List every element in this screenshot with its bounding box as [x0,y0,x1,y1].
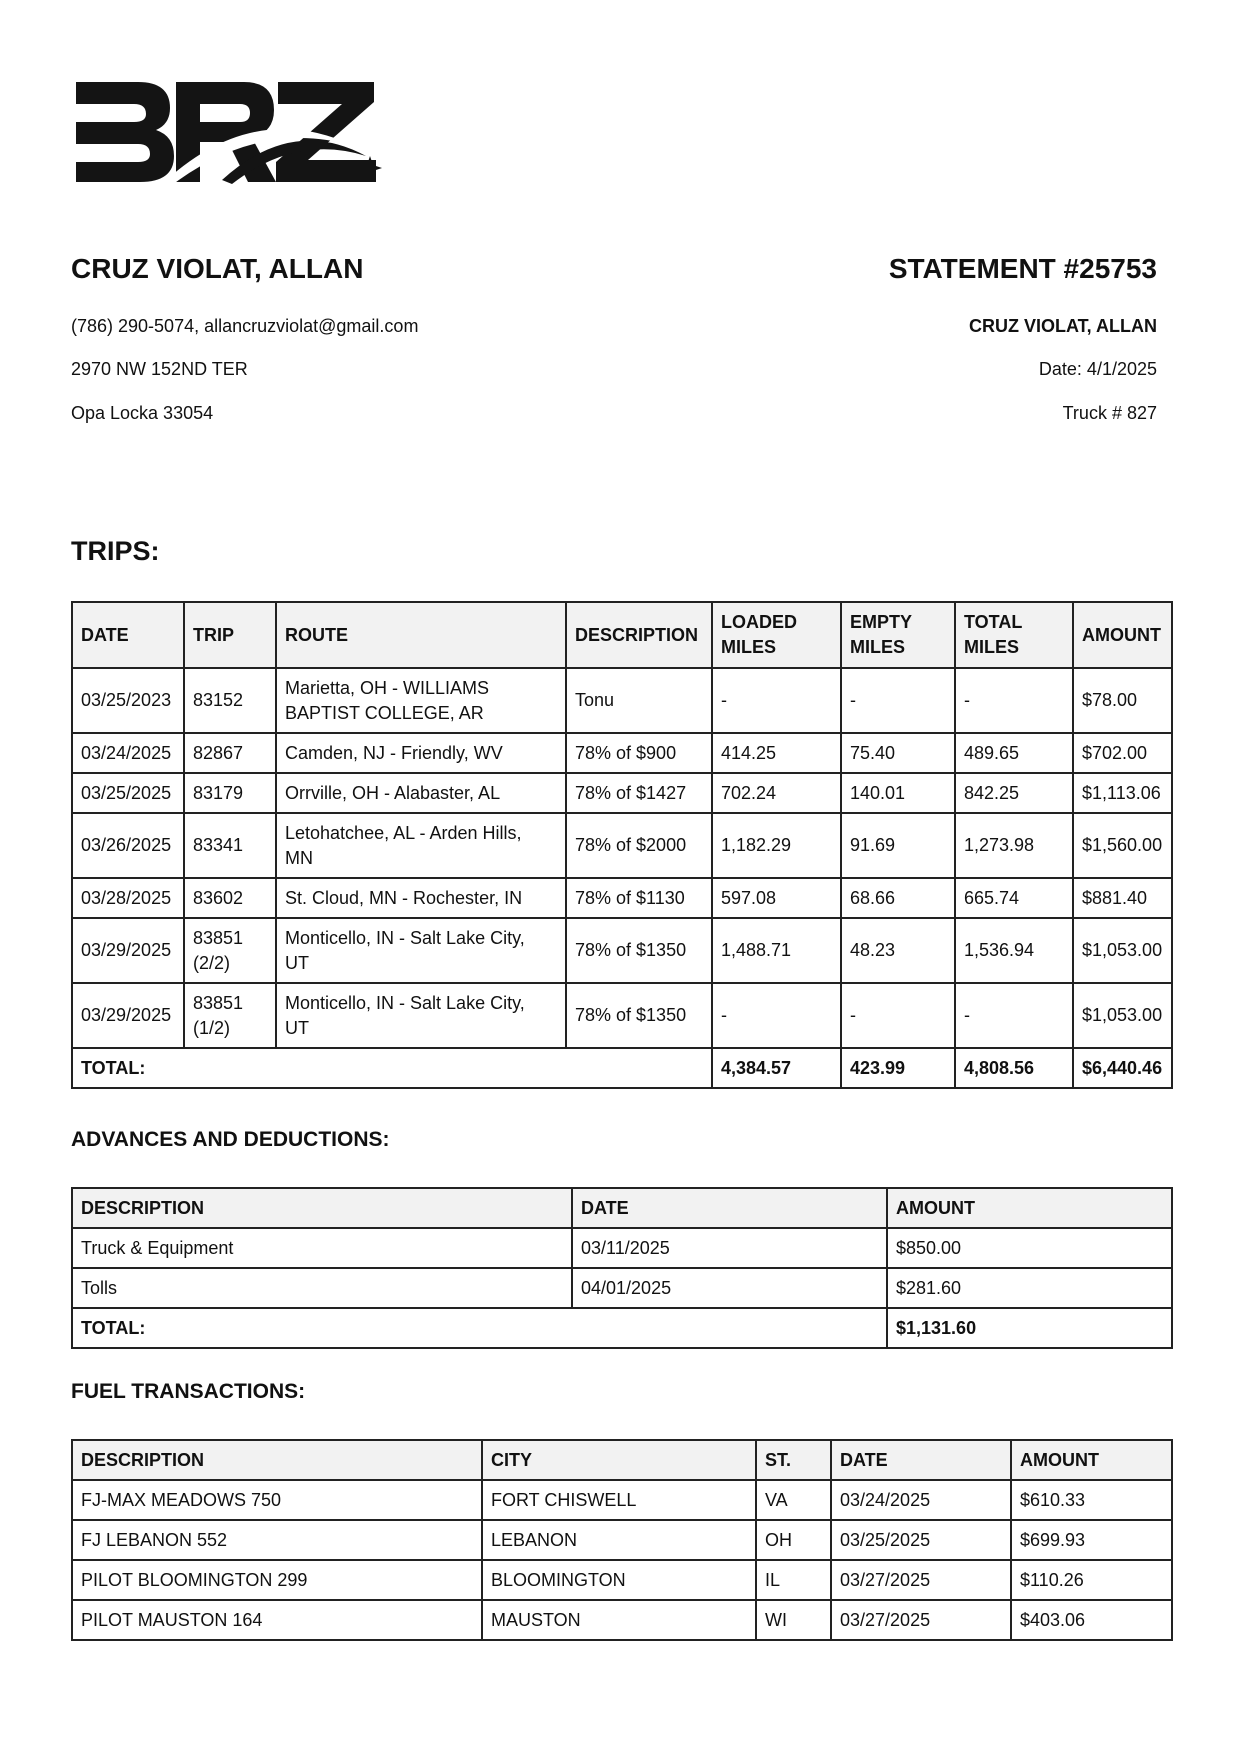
header-date: DATE [831,1440,1011,1480]
trip-amount: $78.00 [1073,668,1172,733]
trip-loaded: - [712,668,841,733]
trip-description: 78% of $1350 [566,918,712,983]
table-row [72,668,1172,733]
trip-empty: 68.66 [841,878,955,918]
trip-date: 03/24/2025 [72,733,184,773]
trip-description: 78% of $1350 [566,983,712,1048]
trip-number: 83152 [184,668,276,733]
trip-description: 78% of $1427 [566,773,712,813]
header-route: ROUTE [276,602,566,668]
fuel-city: BLOOMINGTON [482,1560,756,1600]
driver-info [71,252,631,423]
trip-date: 03/29/2025 [72,983,184,1048]
fuel-date: 03/27/2025 [831,1600,1011,1640]
trip-total: 1,536.94 [955,918,1073,983]
header-amount: AMOUNT [887,1188,1172,1228]
table-row [72,1560,1172,1600]
fuel-description: PILOT MAUSTON 164 [72,1600,482,1640]
statement-title: STATEMENT #25753 [888,253,1157,284]
header-date: DATE [572,1188,887,1228]
trip-description: Tonu [566,668,712,733]
table-row [72,1228,1172,1268]
trip-number: 83851 (1/2) [184,983,276,1048]
trips-header-row [72,602,1172,668]
trip-amount: $881.40 [1073,878,1172,918]
fuel-amount: $403.06 [1011,1600,1172,1640]
fuel-table [71,1439,1173,1641]
header-amount: AMOUNT [1073,602,1172,668]
driver-address-line1: 2970 NW 152ND TER [71,359,248,379]
advance-description: Truck & Equipment [72,1228,572,1268]
trip-number: 83602 [184,878,276,918]
fuel-state: OH [756,1520,831,1560]
header-description: DESCRIPTION [72,1440,482,1480]
trip-number: 82867 [184,733,276,773]
fuel-state: IL [756,1560,831,1600]
trip-total: - [955,668,1073,733]
table-row [72,773,1172,813]
header-loaded-miles: LOADED MILES [712,602,841,668]
trip-amount: $1,560.00 [1073,813,1172,878]
advance-date: 04/01/2025 [572,1268,887,1308]
advances-title: ADVANCES AND DEDUCTIONS: [71,1128,390,1151]
trip-amount: $1,053.00 [1073,983,1172,1048]
statement-info [597,252,1157,423]
header-state: ST. [756,1440,831,1480]
trip-number: 83179 [184,773,276,813]
trips-total-empty: 423.99 [841,1048,955,1088]
advance-amount: $281.60 [887,1268,1172,1308]
table-row [72,1520,1172,1560]
table-row [72,733,1172,773]
trip-description: 78% of $900 [566,733,712,773]
advances-table [71,1187,1173,1349]
fuel-city: FORT CHISWELL [482,1480,756,1520]
header-description: DESCRIPTION [72,1188,572,1228]
brz-logo-icon [72,76,382,196]
trip-empty: 91.69 [841,813,955,878]
trips-total-label: TOTAL: [72,1048,712,1088]
trip-total: - [955,983,1073,1048]
trip-loaded: 1,182.29 [712,813,841,878]
fuel-description: FJ-MAX MEADOWS 750 [72,1480,482,1520]
statement-name: CRUZ VIOLAT, ALLAN [969,316,1157,336]
trip-description: 78% of $1130 [566,878,712,918]
trips-table [71,601,1173,1089]
trip-total: 842.25 [955,773,1073,813]
header-date: DATE [72,602,184,668]
fuel-date: 03/25/2025 [831,1520,1011,1560]
trip-loaded: - [712,983,841,1048]
driver-contact: (786) 290-5074, allancruzviolat@gmail.com [71,316,419,336]
table-row [72,813,1172,878]
trip-date: 03/25/2023 [72,668,184,733]
advances-total-row [72,1308,1172,1348]
trip-empty: 75.40 [841,733,955,773]
trip-route: Camden, NJ - Friendly, WV [276,733,566,773]
driver-name: CRUZ VIOLAT, ALLAN [71,253,364,284]
advances-total-label: TOTAL: [72,1308,887,1348]
trips-title: TRIPS: [71,536,160,566]
fuel-state: VA [756,1480,831,1520]
advance-description: Tolls [72,1268,572,1308]
advance-date: 03/11/2025 [572,1228,887,1268]
advances-header-row [72,1188,1172,1228]
trip-route: Monticello, IN - Salt Lake City, UT [276,983,566,1048]
table-row [72,1600,1172,1640]
table-row [72,918,1172,983]
header-city: CITY [482,1440,756,1480]
trip-date: 03/25/2025 [72,773,184,813]
driver-address-line2: Opa Locka 33054 [71,403,214,423]
fuel-date: 03/27/2025 [831,1560,1011,1600]
trip-loaded: 1,488.71 [712,918,841,983]
trip-amount: $1,113.06 [1073,773,1172,813]
fuel-city: MAUSTON [482,1600,756,1640]
trip-loaded: 597.08 [712,878,841,918]
trips-total-row [72,1048,1172,1088]
fuel-amount: $110.26 [1011,1560,1172,1600]
trip-total: 489.65 [955,733,1073,773]
trip-route: St. Cloud, MN - Rochester, IN [276,878,566,918]
trip-number: 83851 (2/2) [184,918,276,983]
fuel-date: 03/24/2025 [831,1480,1011,1520]
statement-truck: Truck # 827 [1062,403,1157,423]
trip-total: 665.74 [955,878,1073,918]
trip-loaded: 702.24 [712,773,841,813]
trips-total-miles: 4,808.56 [955,1048,1073,1088]
fuel-title: FUEL TRANSACTIONS: [71,1380,306,1403]
trip-amount: $1,053.00 [1073,918,1172,983]
fuel-description: FJ LEBANON 552 [72,1520,482,1560]
fuel-city: LEBANON [482,1520,756,1560]
header-trip: TRIP [184,602,276,668]
header-description: DESCRIPTION [566,602,712,668]
advance-amount: $850.00 [887,1228,1172,1268]
trip-amount: $702.00 [1073,733,1172,773]
trip-date: 03/29/2025 [72,918,184,983]
trips-total-loaded: 4,384.57 [712,1048,841,1088]
trip-empty: 140.01 [841,773,955,813]
advances-total-amount: $1,131.60 [887,1308,1172,1348]
header-total-miles: TOTAL MILES [955,602,1073,668]
statement-date: Date: 4/1/2025 [1038,359,1157,379]
table-row [72,1268,1172,1308]
trip-date: 03/28/2025 [72,878,184,918]
trips-total-amount: $6,440.46 [1073,1048,1172,1088]
trip-empty: 48.23 [841,918,955,983]
fuel-amount: $699.93 [1011,1520,1172,1560]
table-row [72,878,1172,918]
header-amount: AMOUNT [1011,1440,1172,1480]
trip-route: Orrville, OH - Alabaster, AL [276,773,566,813]
fuel-header-row [72,1440,1172,1480]
trip-total: 1,273.98 [955,813,1073,878]
fuel-description: PILOT BLOOMINGTON 299 [72,1560,482,1600]
trip-date: 03/26/2025 [72,813,184,878]
trip-loaded: 414.25 [712,733,841,773]
trip-route: Monticello, IN - Salt Lake City, UT [276,918,566,983]
trip-number: 83341 [184,813,276,878]
trip-empty: - [841,983,955,1048]
trip-empty: - [841,668,955,733]
table-row [72,983,1172,1048]
trip-route: Marietta, OH - WILLIAMS BAPTIST COLLEGE, AR [276,668,566,733]
fuel-amount: $610.33 [1011,1480,1172,1520]
header-empty-miles: EMPTY MILES [841,602,955,668]
table-row [72,1480,1172,1520]
fuel-state: WI [756,1600,831,1640]
trip-description: 78% of $2000 [566,813,712,878]
trip-route: Letohatchee, AL - Arden Hills, MN [276,813,566,878]
